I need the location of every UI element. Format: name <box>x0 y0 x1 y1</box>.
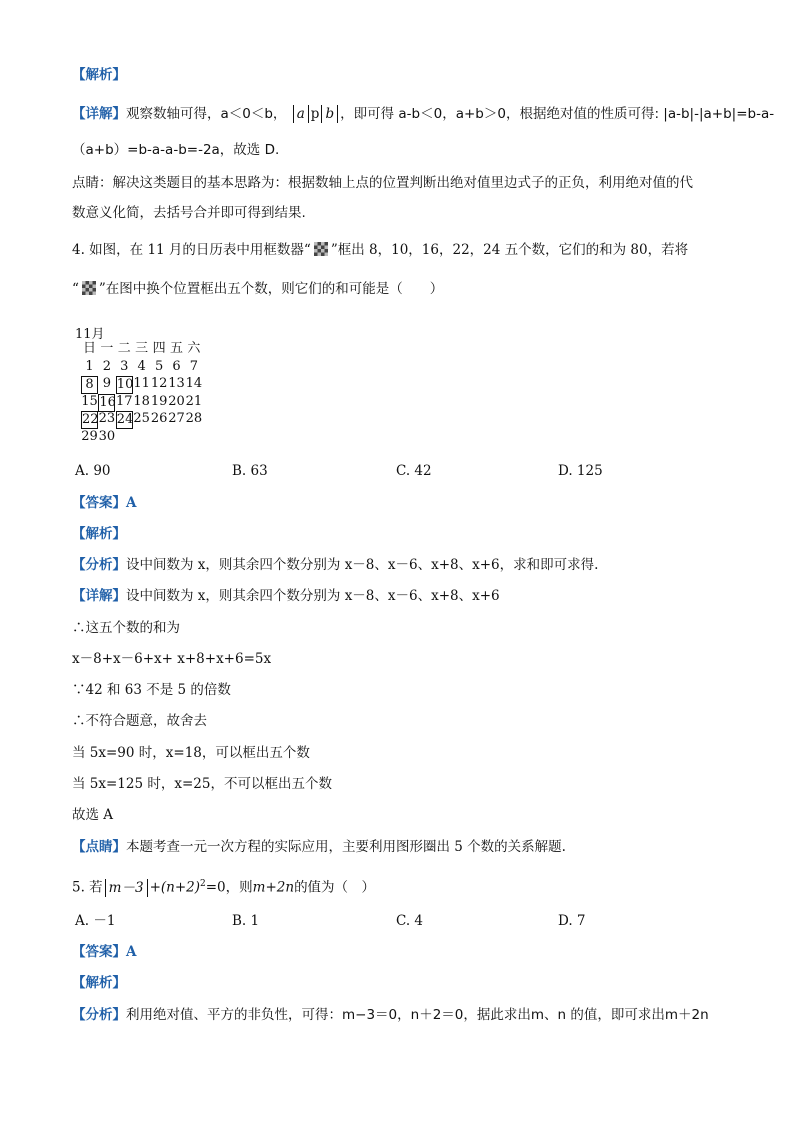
calendar-day: 10 <box>116 377 134 392</box>
section-analysis-heading: 【解析】 <box>72 67 126 83</box>
q5-option-b: B. 1 <box>232 913 260 929</box>
q4-stem-line1: 4. 如图，在 11 月的日历表中用框数器“ ”框出 8，10，16，22，24 五个数，它们的和为 80，若将 <box>72 242 689 258</box>
calendar-day: 12 <box>150 376 168 391</box>
calendar-weekday: 四 <box>152 341 166 356</box>
q4-step2: x－8+x－6+x+ x+8+x+6=5x <box>72 651 272 667</box>
calendar-day: 5 <box>154 358 164 374</box>
dianjing-line1: 点睛：解决这类题目的基本思路为：根据数轴上点的位置判断出绝对值里边式子的正负，利用绝对值的代 <box>72 175 693 191</box>
calendar-day: 2 <box>102 358 112 374</box>
q5-option-d: D. 7 <box>558 913 586 929</box>
grid-box-icon <box>314 242 328 256</box>
calendar-day: 22 <box>82 412 99 427</box>
q4-option-d: D. 125 <box>558 463 603 479</box>
calendar-day: 18 <box>133 393 150 409</box>
q4-analysis: 【分析】设中间数为 x，则其余四个数分别为 x－8、x－6、x+8、x+6，求和即可求得. <box>72 557 599 573</box>
q5-option-a: A. －1 <box>75 913 116 929</box>
calendar-day: 3 <box>120 358 129 374</box>
q4-detail: 【详解】设中间数为 x，则其余四个数分别为 x－8、x－6、x+8、x+6 <box>72 588 500 604</box>
calendar-weekday: 二 <box>117 341 131 356</box>
calendar-day: 28 <box>185 411 203 426</box>
square-expression: (n+2) <box>160 879 201 896</box>
q4-tip: 【点睛】本题考查一元一次方程的实际应用，主要利用图形圈出 5 个数的关系解题. <box>72 839 566 855</box>
detail-text-cont: ，即可得 a-b＜0，a+b＞0，根据绝对值的性质可得: |a-b|-|a+b|=b-a- <box>340 106 775 122</box>
grid-box-icon <box>82 281 96 295</box>
calendar-day: 21 <box>185 393 203 409</box>
calendar-day: 20 <box>168 393 185 409</box>
calendar-day: 16 <box>99 394 116 410</box>
calendar-day: 24 <box>116 412 134 427</box>
calendar-weekday: 三 <box>135 341 149 356</box>
calendar-title: 11月 <box>75 327 105 342</box>
q5-analysis: 【分析】利用绝对值、平方的非负性，可得：m−3＝0，n＋2＝0，据此求出m、n 的值，即可求出m＋2n <box>72 1007 709 1023</box>
calendar-day: 7 <box>189 358 199 374</box>
q5-option-c: C. 4 <box>396 913 424 929</box>
calendar-day: 30 <box>98 428 116 444</box>
q5-analysis-heading: 【解析】 <box>72 975 126 991</box>
q4-answer: 【答案】A <box>72 495 137 511</box>
q4-step1: ∴这五个数的和为 <box>72 620 180 636</box>
calendar-weekday: 六 <box>187 341 201 356</box>
calendar-day: 13 <box>168 376 185 391</box>
calendar-day: 1 <box>85 358 94 374</box>
q4-stem-line2: “ ”在图中换个位置框出五个数，则它们的和可能是（ ） <box>72 281 444 297</box>
q4-step5: 当 5x=90 时，x=18，可以框出五个数 <box>72 745 310 761</box>
detail-paragraph-line1 <box>72 105 774 123</box>
calendar-day: 17 <box>116 393 133 409</box>
calendar-day: 19 <box>150 393 168 409</box>
q4-step3: ∵42 和 63 不是 5 的倍数 <box>72 682 231 698</box>
q5-stem: 5. 若 $m-3 +(n+2)^2=0$，则m+2n的值为（ ） <box>72 879 376 896</box>
calendar-weekday: 一 <box>100 341 114 356</box>
abs-a: a <box>293 105 309 123</box>
q4-option-a: A. 90 <box>75 463 111 479</box>
calendar-day: 8 <box>81 376 98 394</box>
calendar-weekday: 日 <box>82 341 96 356</box>
q4-option-c: C. 42 <box>396 463 432 479</box>
dianjing-line2: 数意义化简，去括号合并即可得到结果. <box>72 205 306 221</box>
abs-mid: p <box>310 106 320 122</box>
calendar-day: 11 <box>133 376 150 391</box>
detail-text: 观察数轴可得，a＜0＜b， <box>126 106 287 122</box>
calendar-day: 26 <box>150 411 168 426</box>
calendar-day: 14 <box>185 376 203 391</box>
calendar-day: 23 <box>98 411 116 426</box>
calendar-day: 29 <box>81 428 98 444</box>
detail-paragraph-line2: （a+b）=b-a-a-b=-2a，故选 D. <box>72 142 280 158</box>
calendar-day: 25 <box>133 411 150 426</box>
detail-tag: 【详解】 <box>72 106 126 122</box>
calendar-day: 6 <box>172 358 181 374</box>
calendar-day: 15 <box>81 393 98 409</box>
q4-step6: 当 5x=125 时，x=25，不可以框出五个数 <box>72 776 332 792</box>
q4-step4: ∴不符合题意，故舍去 <box>72 713 207 729</box>
q4-step7: 故选 A <box>72 807 114 823</box>
calendar-day: 27 <box>168 411 185 426</box>
calendar-day: 4 <box>137 358 146 374</box>
abs-b: b <box>321 105 338 123</box>
q5-answer: 【答案】A <box>72 944 137 960</box>
q4-analysis-heading: 【解析】 <box>72 526 126 542</box>
calendar-day: 9 <box>102 376 112 391</box>
calendar-weekday: 五 <box>169 341 183 356</box>
abs-expression: m－3 <box>105 879 148 897</box>
target-expression: m+2n <box>252 879 295 896</box>
q4-option-b: B. 63 <box>232 463 268 479</box>
